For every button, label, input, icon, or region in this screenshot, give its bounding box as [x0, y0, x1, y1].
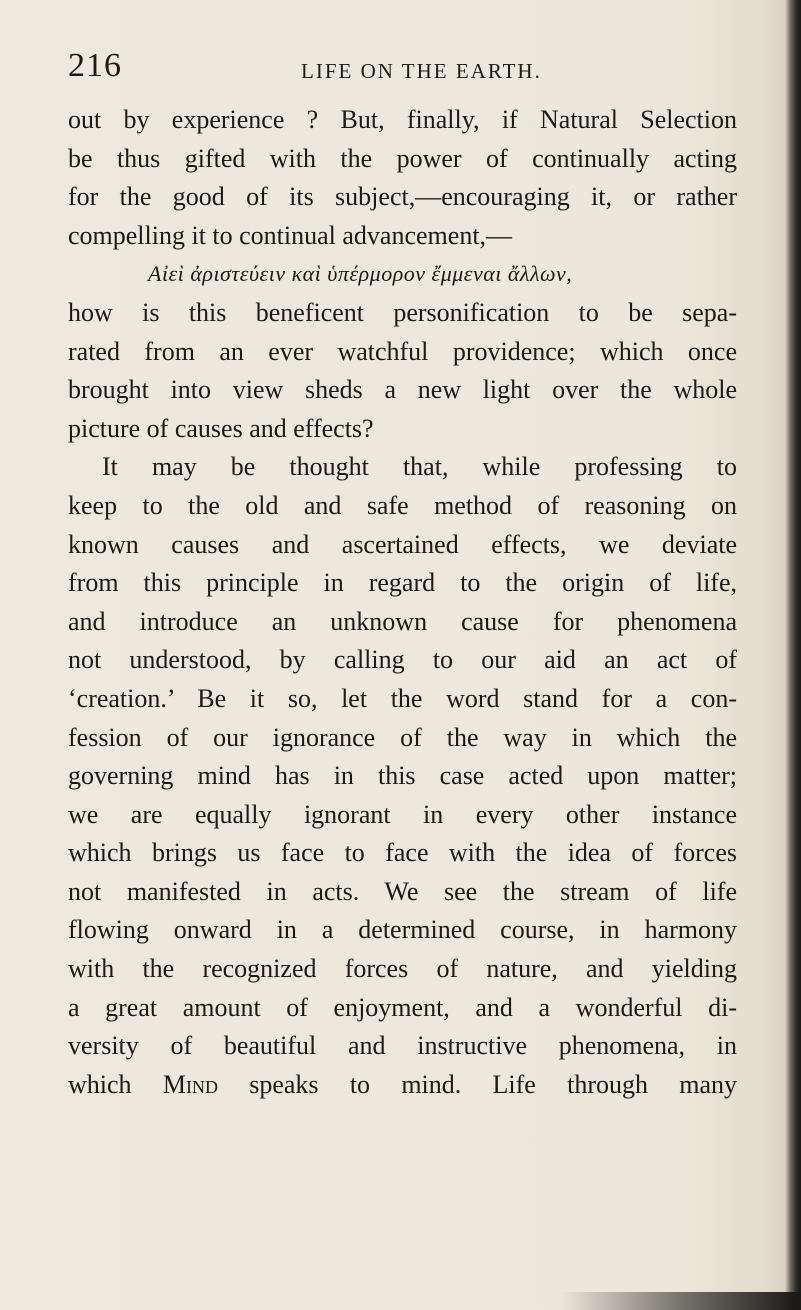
text-line: ‘creation.’ Be it so, let the word stand for a con- [68, 683, 737, 713]
page-number: 216 [68, 47, 122, 84]
text-fragment: which [68, 1069, 132, 1099]
body-text [68, 101, 737, 1104]
page-header [68, 47, 730, 87]
text-line: fession of our ignorance of the way in which the [68, 722, 737, 752]
small-caps-mind: Mind [162, 1069, 218, 1099]
text-line: be thus gifted with the power of continually acting [68, 143, 737, 173]
text-line: and introduce an unknown cause for phenomena [68, 606, 737, 636]
text-line: out by experience ? But, finally, if Natural Selection [68, 105, 737, 134]
text-line: It may be thought that, while professing to [102, 452, 737, 482]
text-line: for the good of its subject,—encouraging it, or rather [68, 182, 737, 212]
text-line: rated from an ever watchful providence; which once [68, 336, 737, 366]
text-line-mind [68, 1066, 737, 1105]
text-line: flowing onward in a determined course, in harmony [68, 915, 737, 945]
text-line: not manifested in acts. We see the stream of life [68, 876, 737, 906]
greek-quotation: Αἰεὶ ἀριστεύειν καὶ ὑπέρμορον ἔμμεναι ἄλλων, [148, 261, 573, 287]
text-line: from this principle in regard to the origin of life, [68, 568, 737, 598]
page-edge-shadow [785, 0, 801, 1310]
text-line: with the recognized forces of nature, and yielding [68, 954, 737, 984]
text-line: governing mind has in this case acted upon matter; [68, 761, 737, 791]
text-line: known causes and ascertained effects, we deviate [68, 529, 737, 559]
text-line: a great amount of enjoyment, and a wonderful di- [68, 992, 737, 1022]
text-line: keep to the old and safe method of reasoning on [68, 490, 737, 520]
running-head: LIFE ON THE EARTH. [301, 59, 542, 83]
text-line: brought into view sheds a new light over the whole [68, 375, 737, 405]
text-line: compelling it to continual advancement,— [68, 220, 513, 250]
text-line: versity of beautiful and instructive phenomena, in [68, 1031, 737, 1061]
text-line: picture of causes and effects? [68, 413, 374, 443]
text-fragment: speaks to mind. Life through many [249, 1069, 737, 1099]
text-line: which brings us face to face with the idea of forces [68, 838, 737, 868]
bottom-edge-shadow [560, 1292, 801, 1310]
text-line: how is this beneficent personification to be sepa- [68, 297, 737, 327]
text-line: we are equally ignorant in every other instance [68, 799, 737, 829]
text-line: not understood, by calling to our aid an act of [68, 645, 737, 675]
